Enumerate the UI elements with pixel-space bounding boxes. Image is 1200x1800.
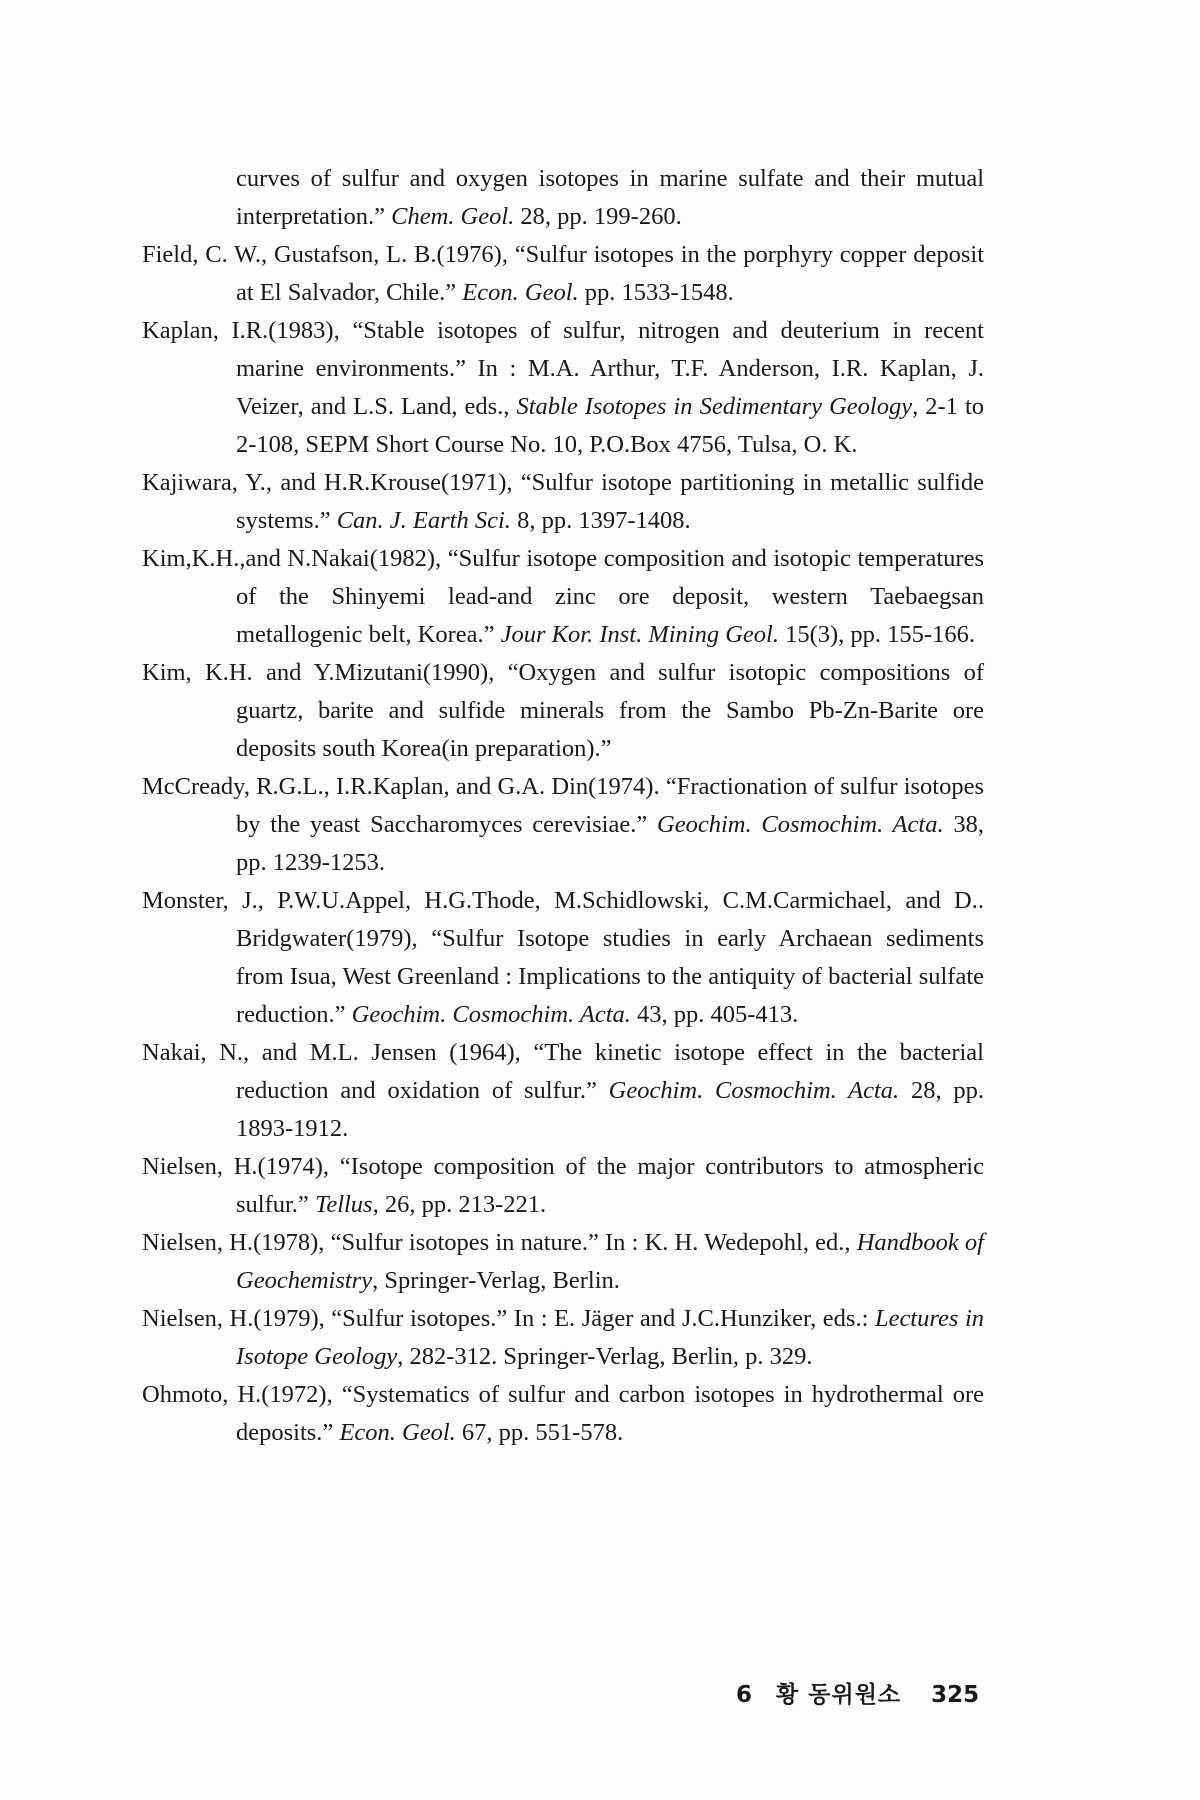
reference-journal: Geochim. Cosmochim. Acta.: [657, 811, 944, 838]
reference-entry: [142, 160, 984, 236]
reference-journal: Econ. Geol.: [339, 1419, 456, 1446]
reference-journal: Tellus: [314, 1191, 373, 1218]
chapter-number: 6: [736, 1682, 753, 1708]
reference-text: Nakai, N., and M.L. Jensen (1964), “The kinetic isotope effect in the bacterial reduction and oxidation of sulfur.”: [142, 1039, 984, 1104]
reference-journal: Chem. Geol.: [391, 203, 515, 230]
reference-entry: [142, 464, 984, 540]
reference-journal: Lectures in Isotope Geology: [236, 1305, 984, 1370]
chapter-title: 황 동위원소: [776, 1682, 902, 1708]
reference-text: Kim,K.H.,and N.Nakai(1982), “Sulfur isotope composition and isotopic temperatures of the Shinyemi lead-and zinc ore deposit, western Taebaegsan metallogenic belt, Korea.”: [142, 545, 984, 648]
reference-text: curves of sulfur and oxygen isotopes in marine sulfate and their mutual interpretation.”: [236, 165, 984, 230]
reference-journal: Can. J. Earth Sci.: [336, 507, 511, 534]
page-number: 325: [931, 1682, 980, 1708]
reference-journal: Geochim. Cosmochim. Acta.: [608, 1077, 900, 1104]
reference-text: Nielsen, H.(1974), “Isotope composition of the major contributors to atmospheric sulfur.”: [142, 1153, 984, 1218]
reference-entry: [142, 768, 984, 882]
reference-text: Kim, K.H. and Y.Mizutani(1990), “Oxygen and sulfur isotopic compositions of guartz, barite and sulfide minerals from the Sambo Pb-Zn-Barite ore deposits south Korea(in preparation).”: [142, 659, 984, 762]
reference-journal: Jour Kor. Inst. Mining Geol.: [500, 621, 779, 648]
reference-entry: [142, 312, 984, 464]
reference-entry: [142, 1300, 984, 1376]
reference-text: Nielsen, H.(1978), “Sulfur isotopes in nature.” In : K. H. Wedepohl, ed.,: [142, 1229, 857, 1256]
reference-entry: [142, 1148, 984, 1224]
reference-text: Monster, J., P.W.U.Appel, H.G.Thode, M.Schidlowski, C.M.Carmichael, and D.. Bridgwater(1979), “Sulfur Isotope studies in early Archaean sediments from Isua, West Greenland : Implications to the antiquity of bacterial sulfate reduction.”: [142, 887, 984, 1028]
reference-details: 28, pp. 1893-1912.: [236, 1077, 985, 1142]
reference-details: 15(3), pp. 155-166.: [778, 621, 975, 648]
reference-text: Ohmoto, H.(1972), “Systematics of sulfur and carbon isotopes in hydrothermal ore deposits.”: [142, 1381, 984, 1446]
reference-list: [142, 160, 984, 1452]
reference-details: , 26, pp. 213-221.: [372, 1191, 547, 1218]
reference-details: 28, pp. 199-260.: [514, 203, 682, 230]
reference-text: Field, C. W., Gustafson, L. B.(1976), “Sulfur isotopes in the porphyry copper deposit at El Salvador, Chile.”: [142, 241, 984, 306]
reference-text: Kaplan, I.R.(1983), “Stable isotopes of sulfur, nitrogen and deuterium in recent marine environments.” In : M.A. Arthur, T.F. Anderson, I.R. Kaplan, J. Veizer, and L.S. Land, eds.,: [142, 317, 984, 420]
reference-entry: [142, 882, 984, 1034]
reference-journal: Econ. Geol.: [462, 279, 579, 306]
reference-details: 38, pp. 1239-1253.: [236, 811, 984, 876]
reference-details: , 2-1 to 2-108, SEPM Short Course No. 10, P.O.Box 4756, Tulsa, O. K.: [236, 393, 984, 458]
reference-entry: [142, 1376, 984, 1452]
page-footer: [736, 1676, 979, 1709]
reference-text: McCready, R.G.L., I.R.Kaplan, and G.A. Din(1974). “Fractionation of sulfur isotopes by the yeast Saccharomyces cerevisiae.”: [142, 773, 984, 838]
reference-text: Kajiwara, Y., and H.R.Krouse(1971), “Sulfur isotope partitioning in metallic sulfide systems.”: [142, 469, 984, 534]
reference-details: pp. 1533-1548.: [578, 279, 734, 306]
reference-journal: Handbook of Geochemistry: [236, 1229, 984, 1294]
reference-details: 43, pp. 405-413.: [630, 1001, 799, 1028]
reference-entry: [142, 236, 984, 312]
reference-details: 67, pp. 551-578.: [455, 1419, 624, 1446]
reference-entry: [142, 654, 984, 768]
reference-text: Nielsen, H.(1979), “Sulfur isotopes.” In : E. Jäger and J.C.Hunziker, eds.:: [142, 1305, 875, 1332]
reference-details: , Springer-Verlag, Berlin.: [372, 1267, 620, 1294]
reference-journal: Geochim. Cosmochim. Acta.: [351, 1001, 631, 1028]
reference-journal: Stable Isotopes in Sedimentary Geology: [516, 393, 913, 420]
reference-entry: [142, 1034, 984, 1148]
reference-details: 8, pp. 1397-1408.: [510, 507, 691, 534]
reference-details: , 282-312. Springer-Verlag, Berlin, p. 329.: [397, 1343, 813, 1370]
reference-entry: [142, 1224, 984, 1300]
reference-entry: [142, 540, 984, 654]
